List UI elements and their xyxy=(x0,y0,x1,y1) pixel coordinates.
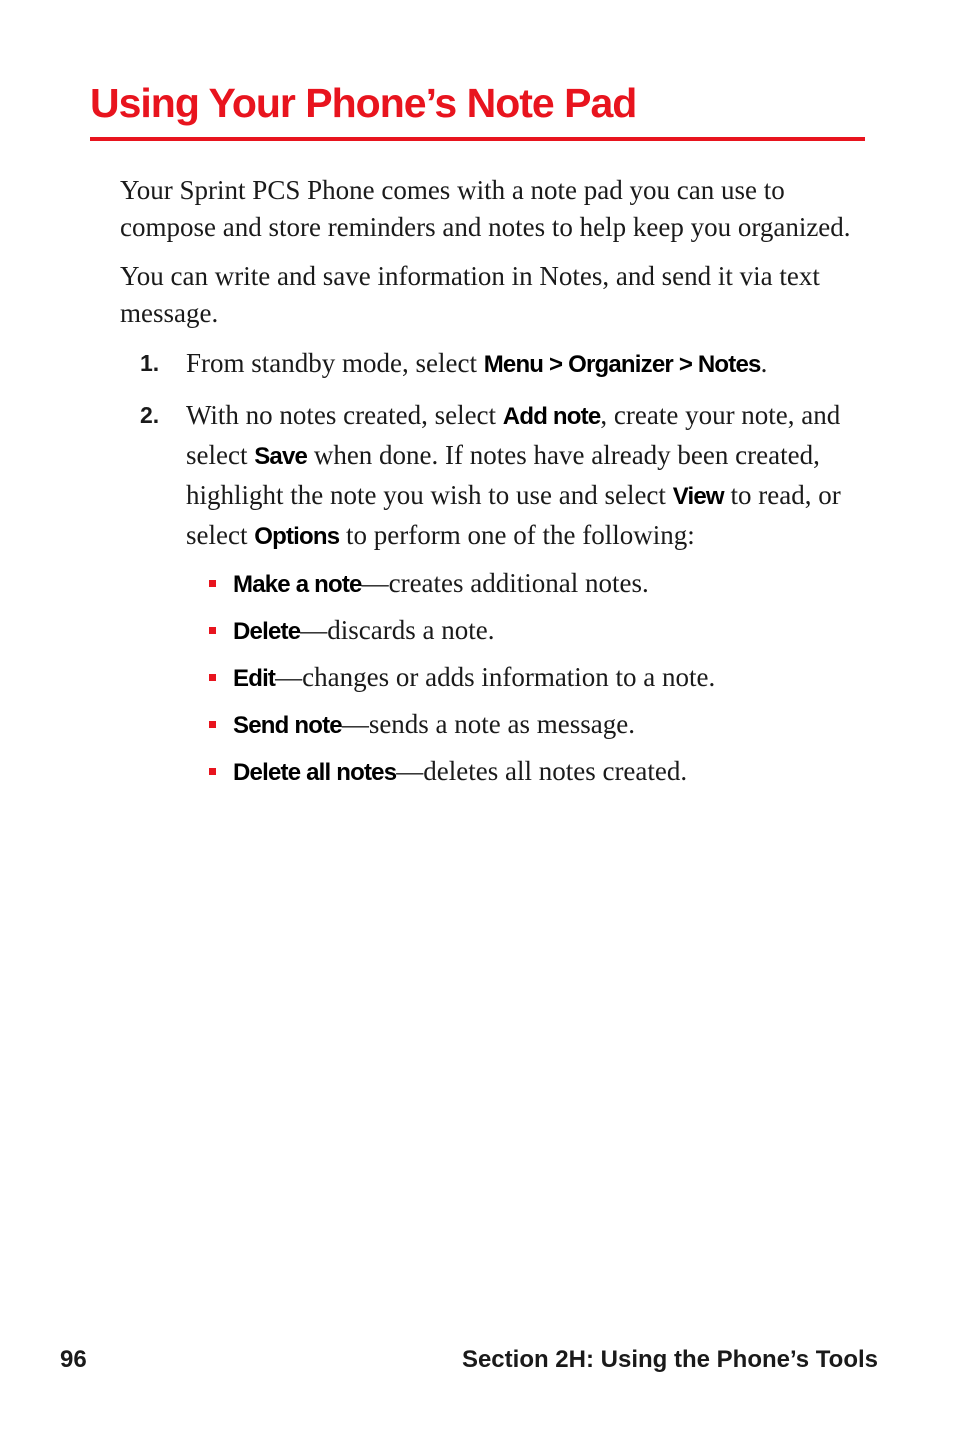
section-footer: Section 2H: Using the Phone’s Tools xyxy=(461,1346,878,1373)
option-desc: —deletes all notes created. xyxy=(396,756,688,786)
options-list xyxy=(186,564,865,792)
option-item xyxy=(186,705,865,745)
intro-paragraph: Your Sprint PCS Phone comes with a note pad you can use to compose and store reminders and notes to help keep you organized. xyxy=(120,175,851,242)
step-text: when done. If notes have already been created, highlight the note you wish to use and select xyxy=(186,440,820,510)
bullet-square-icon xyxy=(209,627,216,634)
option-desc: —sends a note as message. xyxy=(341,709,635,739)
step-text: . xyxy=(760,348,768,378)
title-rule xyxy=(90,137,865,141)
option-item xyxy=(186,752,865,792)
page-body xyxy=(120,172,865,804)
command-options: Options xyxy=(254,523,340,550)
option-term: Send note xyxy=(233,712,342,739)
bullet-square-icon xyxy=(209,721,216,728)
step-item xyxy=(120,344,865,384)
option-desc: —changes or adds information to a note. xyxy=(275,662,716,692)
option-term: Edit xyxy=(233,665,276,692)
intro-paragraph: You can write and save information in Notes, and send it via text message. xyxy=(120,261,820,328)
step-number: 2. xyxy=(140,402,160,428)
step-text: , create your note, and select xyxy=(186,400,841,470)
step-text: to perform one of the following: xyxy=(339,520,695,550)
menu-path: Menu > Organizer > Notes xyxy=(483,351,761,378)
option-desc: —creates additional notes. xyxy=(361,568,649,598)
option-term: Delete xyxy=(233,618,301,645)
command-view: View xyxy=(672,483,724,510)
option-item xyxy=(186,658,865,698)
step-text: With no notes created, select xyxy=(186,400,503,430)
page-title: Using Your Phone’s Note Pad xyxy=(90,80,637,126)
bullet-square-icon xyxy=(209,768,216,775)
bullet-square-icon xyxy=(209,674,216,681)
step-text: From standby mode, select xyxy=(186,348,484,378)
bullet-square-icon xyxy=(209,580,216,587)
step-number: 1. xyxy=(140,350,160,376)
option-term: Delete all notes xyxy=(233,759,397,786)
steps-list xyxy=(120,344,865,792)
command-add-note: Add note xyxy=(502,403,601,430)
option-item xyxy=(186,611,865,651)
command-save: Save xyxy=(254,443,308,470)
step-item xyxy=(120,396,865,792)
page-number: 96 xyxy=(60,1346,87,1373)
option-term: Make a note xyxy=(233,571,362,598)
step-text: to read, or select xyxy=(186,480,841,550)
option-item xyxy=(186,564,865,604)
option-desc: —discards a note. xyxy=(300,615,495,645)
